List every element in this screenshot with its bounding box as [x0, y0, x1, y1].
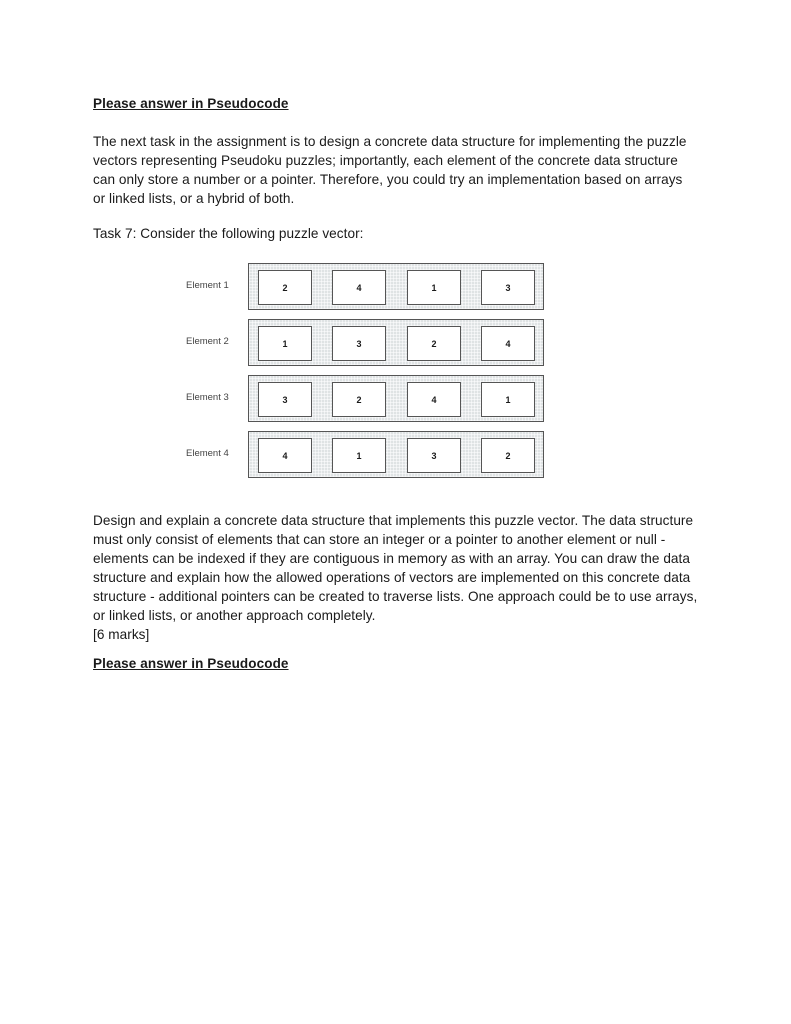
value-cell: 4	[332, 270, 386, 305]
element-label: Element 1	[186, 280, 229, 291]
value-cell: 2	[332, 382, 386, 417]
element-label: Element 2	[186, 336, 229, 347]
document-body	[93, 94, 693, 243]
value-cell: 1	[481, 382, 535, 417]
value-cell: 3	[481, 270, 535, 305]
element-frame	[248, 263, 544, 310]
vector-element-row	[182, 375, 552, 424]
value-cell: 3	[332, 326, 386, 361]
vector-element-row	[182, 263, 552, 312]
marks-label: [6 marks]	[93, 627, 150, 642]
value-cell: 3	[407, 438, 461, 473]
element-frame	[248, 431, 544, 478]
puzzle-vector-diagram	[182, 263, 552, 487]
value-cell: 2	[407, 326, 461, 361]
value-cell: 4	[481, 326, 535, 361]
task-line: Task 7: Consider the following puzzle vector:	[93, 226, 364, 241]
value-cell: 4	[407, 382, 461, 417]
intro-paragraph: The next task in the assignment is to design a concrete data structure for implementing the puzzle vectors representing Pseudoku puzzles; importantly, each element of the concrete data structure can only store a number or a pointer. Therefore, you could try an implementation based on arrays or linked lists, or a hybrid of both.	[93, 134, 687, 206]
value-cell: 2	[258, 270, 312, 305]
vector-element-row	[182, 431, 552, 480]
question-paragraph: Design and explain a concrete data structure that implements this puzzle vector. The data structure must only consist of elements that can store an integer or a pointer to another element or null - elements can be indexed if they are contiguous in memory as with an array. You can draw the data structure and explain how the allowed operations of vectors are implemented on this concrete data structure - additional pointers can be created to traverse lists. One approach could be to use arrays, or linked lists, or another approach completely.	[93, 513, 698, 623]
value-cell: 1	[407, 270, 461, 305]
question-section	[93, 511, 703, 673]
vector-element-row	[182, 319, 552, 368]
value-cell: 4	[258, 438, 312, 473]
value-cell: 3	[258, 382, 312, 417]
element-frame	[248, 375, 544, 422]
value-cell: 2	[481, 438, 535, 473]
value-cell: 1	[332, 438, 386, 473]
instruction-heading-bottom: Please answer in Pseudocode	[93, 656, 289, 671]
element-label: Element 3	[186, 392, 229, 403]
value-cell: 1	[258, 326, 312, 361]
element-frame	[248, 319, 544, 366]
instruction-heading-top: Please answer in Pseudocode	[93, 96, 289, 111]
element-label: Element 4	[186, 448, 229, 459]
